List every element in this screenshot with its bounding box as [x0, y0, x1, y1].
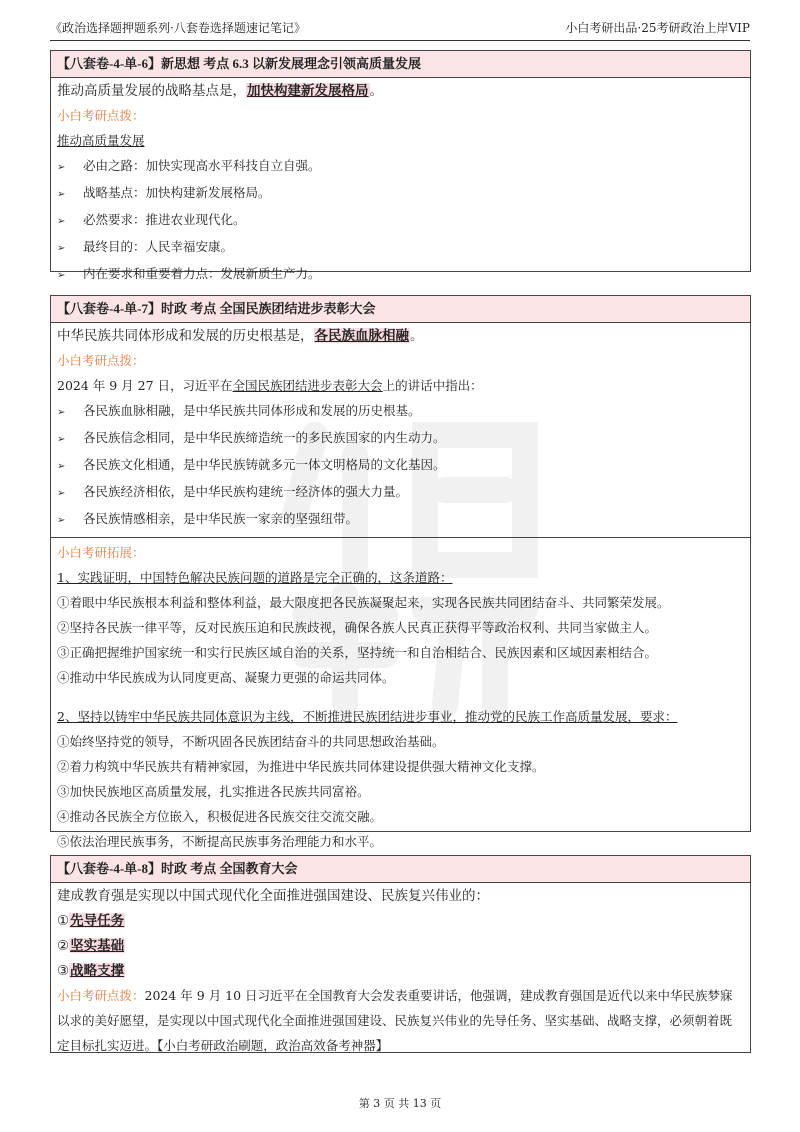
- tip-text: 2024 年 9 月 10 日习近平在全国教育大会发表重要讲话，他强调，建成教育强国是近代以来中华民族梦寐以求的美好愿望，是实现以中国式现代化全面推进强国建设、民族复兴伟业的先导任务、坚实基础、战略支撑，必须朝着既定目标扎实迈进。【小白考研政治刷题，政治高效备考神器】: [57, 988, 733, 1053]
- list-item: ②着力构筑中华民族共有精神家园，为推进中华民族共同体建设提供强大精神文化支撑。: [57, 759, 545, 774]
- list-item: ①着眼中华民族根本利益和整体利益，最大限度把各民族凝聚起来，实现各民族共同团结奋斗、共同繁荣发展。: [57, 595, 670, 610]
- list-item: ➢ 战略基点：加快构建新发展格局。: [51, 180, 750, 207]
- list-item: ③加快民族地区高质量发展，扎实推进各民族共同富裕。: [57, 784, 370, 799]
- question-card-8: [50, 855, 751, 1053]
- list-item: ①始终坚持党的领导，不断巩固各民族团结奋斗的共同思想政治基础。: [57, 734, 445, 749]
- answer-highlight: 战略支撑: [70, 963, 125, 978]
- answer-highlight: 先导任务: [70, 913, 125, 928]
- list-item: ➢ 各民族情感相亲，是中华民族一家亲的坚强纽带。: [51, 506, 750, 533]
- tip-label: 小白考研点拨：: [57, 988, 145, 1003]
- list-item: ➢ 必由之路：加快实现高水平科技自立自强。: [51, 153, 750, 180]
- list-item: ⑤依法治理民族事务，不断提高民族事务治理能力和水平。: [57, 834, 383, 849]
- divider: [51, 537, 750, 538]
- tip-intro: 2024 年 9 月 27 日，习近平在全国民族团结进步表彰大会上的讲话中指出：: [57, 378, 483, 393]
- arrow-bullet-icon: ➢: [57, 216, 66, 227]
- tip-label: 小白考研点拨：: [57, 108, 145, 123]
- answer-highlight: 坚实基础: [70, 938, 125, 953]
- answer-highlight: 各民族血脉相融: [314, 328, 409, 343]
- event-name: 全国民族团结进步表彰大会: [232, 378, 383, 393]
- answer-item: ③战略支撑: [57, 963, 125, 978]
- question-card-6: [50, 50, 751, 281]
- tip-subhead: 推动高质量发展: [57, 133, 145, 148]
- question-text: 中华民族共同体形成和发展的历史根基是，各民族血脉相融。: [57, 328, 424, 343]
- arrow-bullet-icon: ➢: [57, 515, 66, 526]
- arrow-bullet-icon: ➢: [57, 461, 66, 472]
- answer-highlight: 加快构建新发展格局: [247, 83, 369, 98]
- question-text: 建成教育强是实现以中国式现代化全面推进强国建设、民族复兴伟业的：: [57, 888, 489, 903]
- expand-label: 小白考研拓展：: [57, 545, 145, 560]
- list-item: ➢ 最终目的：人民幸福安康。: [51, 234, 750, 261]
- header-publisher: 小白考研出品·25考研政治上岸VIP: [565, 21, 750, 35]
- arrow-bullet-icon: ➢: [57, 162, 66, 173]
- list-item: ➢ 各民族经济相依，是中华民族构建统一经济体的强大力量。: [51, 479, 750, 506]
- arrow-bullet-icon: ➢: [57, 434, 66, 445]
- list-item: ②坚持各民族一律平等，反对民族压迫和民族歧视，确保各族人民真正获得平等政治权利、共同当家做主人。: [57, 620, 658, 635]
- list-item: ➢ 各民族文化相通，是中华民族铸就多元一体文明格局的文化基因。: [51, 452, 750, 479]
- card-title: 【八套卷-4-单-7】时政 考点 全国民族团结进步表彰大会: [51, 296, 750, 323]
- list-item: ④推动各民族全方位嵌入，积极促进各民族交往交流交融。: [57, 809, 383, 824]
- arrow-bullet-icon: ➢: [57, 189, 66, 200]
- arrow-bullet-icon: ➢: [57, 270, 66, 281]
- expand-heading: 1、实践证明，中国特色解决民族问题的道路是完全正确的，这条道路：: [57, 570, 453, 585]
- list-item: ➢ 各民族血脉相融，是中华民族共同体形成和发展的历史根基。: [51, 398, 750, 425]
- list-item: ➢ 必然要求：推进农业现代化。: [51, 207, 750, 234]
- arrow-bullet-icon: ➢: [57, 488, 66, 499]
- page-header: [50, 18, 750, 41]
- answer-item: ②坚实基础: [57, 938, 125, 953]
- list-item: ➢ 内在要求和重要着力点：发展新质生产力。: [51, 261, 750, 288]
- arrow-bullet-icon: ➢: [57, 407, 66, 418]
- expand-heading: 2、坚持以铸牢中华民族共同体意识为主线，不断推进民族团结进步事业，推动党的民族工作高质量发展，要求：: [57, 709, 678, 724]
- list-item: ➢ 各民族信念相同，是中华民族缔造统一的多民族国家的内生动力。: [51, 425, 750, 452]
- tip-paragraph: [51, 983, 750, 1058]
- page-number: 第 3 页 共 13 页: [358, 1097, 442, 1110]
- card-title: 【八套卷-4-单-8】时政 考点 全国教育大会: [51, 856, 750, 883]
- card-title: 【八套卷-4-单-6】新思想 考点 6.3 以新发展理念引领高质量发展: [51, 51, 750, 78]
- question-card-7: [50, 295, 751, 849]
- tip-label: 小白考研点拨：: [57, 353, 145, 368]
- question-text: 推动高质量发展的战略基点是，加快构建新发展格局。: [57, 83, 383, 98]
- list-item: ④推动中华民族成为认同度更高、凝聚力更强的命运共同体。: [57, 670, 395, 685]
- arrow-bullet-icon: ➢: [57, 243, 66, 254]
- header-doc-title: 《政治选择题押题系列·八套卷选择题速记笔记》: [50, 21, 306, 35]
- answer-item: ①先导任务: [57, 913, 125, 928]
- list-item: ③正确把握维护国家统一和实行民族区域自治的关系，坚持统一和自治相结合、民族因素和区域因素相结合。: [57, 645, 658, 660]
